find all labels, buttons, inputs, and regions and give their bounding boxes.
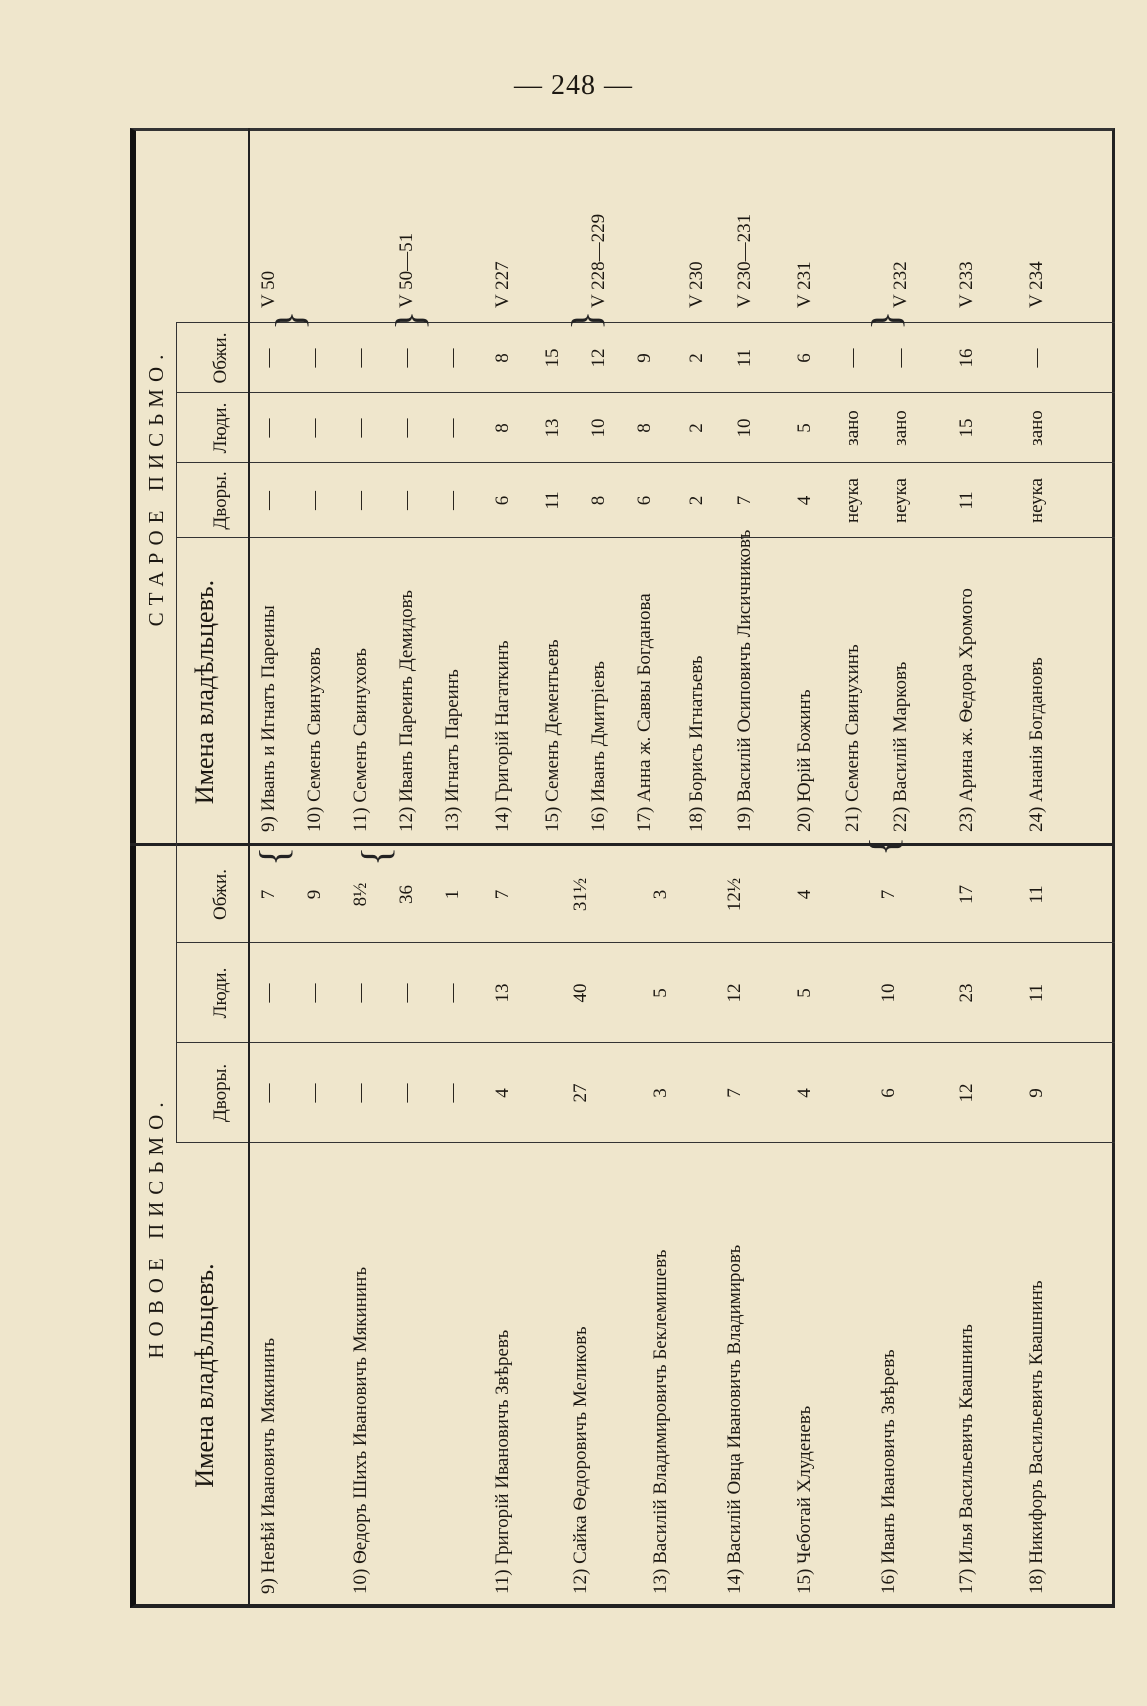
table-row: 13) Игнатъ Пареинъ — — — — [442, 348, 463, 832]
table-row: 23) Арина ж. Ѳедора Хромого 11 15 16 V 233 — [956, 261, 977, 832]
new-names-header: Имена владѣльцевъ. — [190, 1263, 219, 1488]
table-row: 10) Ѳедоръ Шихъ Ивановичъ Мякининъ — — 8½ — [350, 882, 371, 1594]
table-row: 16) Иванъ Дмитріевъ 8 10 12 V 228—229 — [588, 213, 609, 832]
brace-icon: { — [353, 846, 398, 866]
table-row: 10) Семенъ Свинуховъ — — — — [304, 348, 325, 832]
header-bottom-rule — [248, 128, 250, 1608]
brace-icon: } — [387, 310, 432, 330]
table-row: 9) Иванъ и Игнатъ Пареины — — — V 50 — [258, 270, 279, 832]
old-lyudi-header: Люди. — [210, 402, 231, 454]
old-section-title: СТАРОЕ ПИСЬМО. — [144, 347, 168, 627]
page-number: — 248 — — [514, 70, 633, 101]
table-row: 15) Семенъ Дементьевъ 11 13 15 — [542, 348, 563, 832]
table-row: 11) Семенъ Свинуховъ — — — — [350, 348, 371, 832]
table-row: 17) Анна ж. Саввы Богданова 6 8 9 — [634, 353, 655, 832]
rotated-table — [130, 128, 1115, 1608]
table-row: 14) Василій Овца Ивановичъ Владимировъ 7 12 12½ — [724, 877, 745, 1594]
brace-icon: } — [863, 310, 908, 330]
table-row: 19) Василій Осиповичъ Лисичниковъ 7 10 11 V 230—231 — [734, 213, 755, 832]
table-row: 18) Борисъ Игнатьевъ 2 2 2 V 230 — [686, 261, 707, 832]
table-row: 22) Василій Марковъ неука зано — V 232 — [890, 261, 911, 832]
table-row: 24) Ананія Богдановъ неука зано — V 234 — [1026, 261, 1047, 832]
table-row: — — 9 — [304, 889, 325, 1103]
new-obzhi-header: Обжи. — [210, 869, 231, 920]
new-dvory-header: Дворы. — [210, 1063, 231, 1123]
brace-icon: { — [861, 836, 906, 856]
table-row: — — 1 — [442, 889, 463, 1103]
table-row: 13) Василій Владимировичъ Беклемишевъ 3 5 3 — [650, 889, 671, 1594]
table-row: 16) Иванъ Ивановичъ Звѣревъ 6 10 7 — [878, 889, 899, 1594]
table-row: 14) Григорій Нагаткинъ 6 8 8 V 227 — [492, 261, 513, 832]
table-row: 15) Чеботай Хлуденевъ 4 5 4 — [794, 889, 815, 1594]
header-rule — [176, 323, 177, 538]
table-row: 18) Никифоръ Васильевичъ Квашнинъ 9 11 11 — [1026, 885, 1047, 1594]
table-row: 9) Невѣй Ивановичъ Мякининъ — — 7 — [258, 889, 279, 1594]
table-row: 21) Семенъ Свинухинъ неука зано — — [842, 348, 863, 832]
table-row: 20) Юрій Божинъ 4 5 6 V 231 — [794, 261, 815, 832]
old-dvory-header: Дворы. — [210, 471, 231, 530]
new-lyudi-header: Люди. — [210, 967, 231, 1019]
table-row: — — 36 — [396, 885, 417, 1103]
brace-icon: { — [251, 846, 296, 866]
table-row: 11) Григорій Ивановичъ Звѣревъ 4 13 7 — [492, 889, 513, 1594]
new-section-title: НОВОЕ ПИСЬМО. — [144, 1095, 168, 1359]
brace-icon: } — [563, 310, 608, 330]
old-names-header: Имена владѣльцевъ. — [190, 579, 219, 805]
table-row: 12) Иванъ Пареинъ Демидовъ — — — V 50—51 — [396, 232, 417, 832]
old-obzhi-header: Обжи. — [210, 332, 231, 384]
brace-icon: } — [267, 310, 312, 330]
table-row: 17) Илья Васильевичъ Квашнинъ 12 23 17 — [956, 885, 977, 1594]
table-row: 12) Сайка Ѳедоровичъ Меликовъ 27 40 31½ — [570, 877, 591, 1594]
